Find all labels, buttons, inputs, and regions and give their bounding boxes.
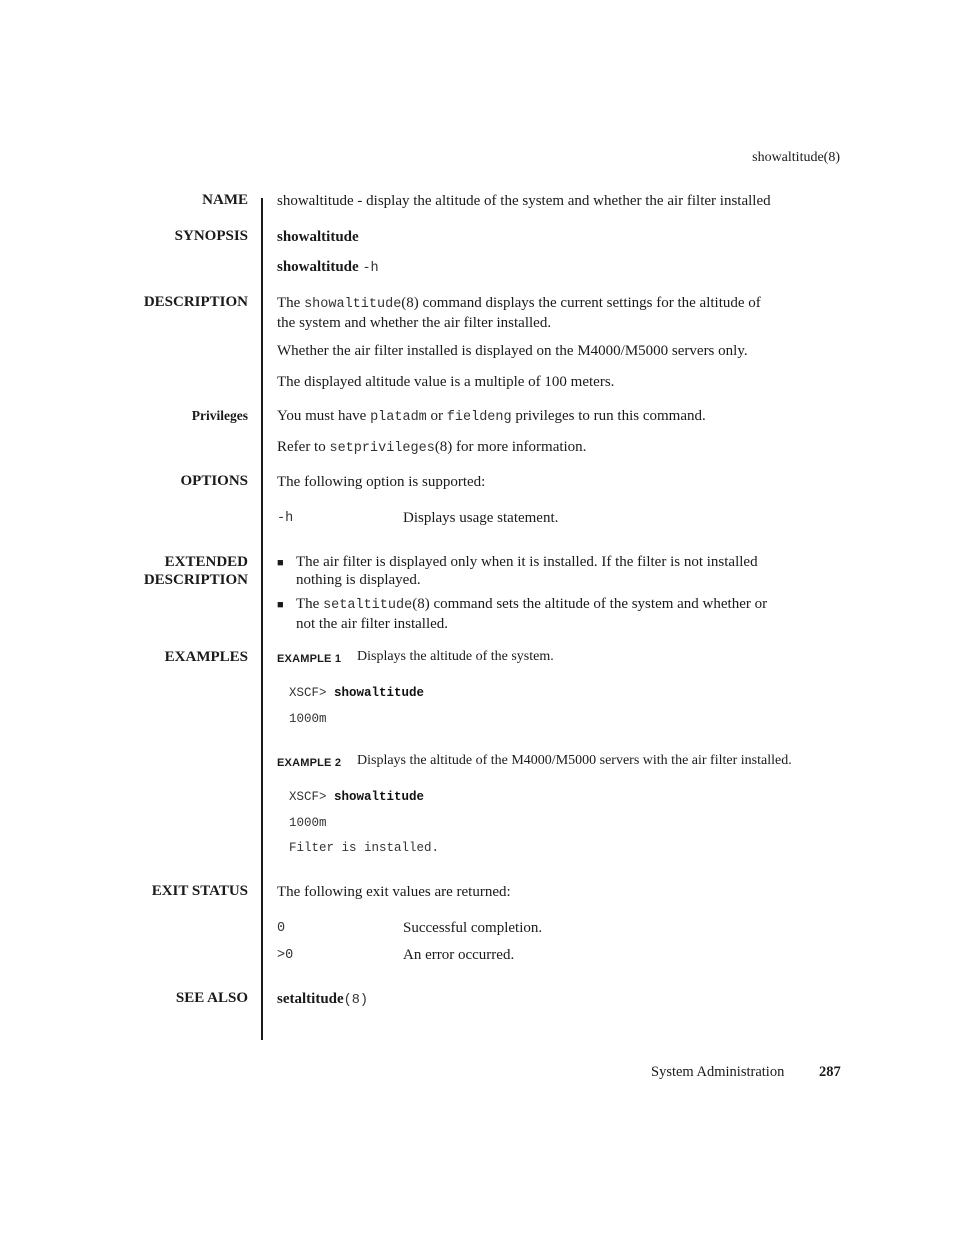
priv-code-platadm: platadm [370, 410, 427, 425]
section-label-privileges: Privileges [191, 408, 248, 423]
footer-book-title: System Administration [651, 1064, 785, 1080]
ext-b2-line2: not the air filter installed. [296, 616, 449, 632]
synopsis-cmd-1: showaltitude [277, 229, 359, 245]
ext-bullet-1 [296, 553, 848, 589]
bullet-icon: ■ [277, 557, 284, 569]
ext-label-line1: EXTENDED [164, 554, 248, 570]
exit-value-gt0-desc: An error occurred. [403, 947, 515, 963]
priv-code-setprivileges: setprivileges [329, 441, 435, 456]
option-flag-h: -h [277, 511, 294, 526]
example-1-title: Displays the altitude of the system. [357, 649, 554, 664]
section-label-synopsis: SYNOPSIS [174, 228, 248, 244]
ext-bullet-2 [296, 595, 848, 633]
priv-p2-pre: Refer to [277, 439, 330, 455]
section-label-name: NAME [202, 192, 248, 208]
bullet-icon: ■ [277, 599, 284, 611]
ext-b2-post: (8) command sets the altitude of the system and whether or [412, 596, 768, 612]
section-label-examples: EXAMPLES [164, 649, 248, 665]
section-divider-rule [261, 198, 263, 1040]
ex2-prompt: XSCF> [289, 790, 327, 804]
synopsis-cmd-2: showaltitude [277, 259, 359, 275]
see-also-ref-name: setaltitude [277, 991, 344, 1007]
synopsis-option: -h [362, 261, 379, 276]
options-intro: The following option is supported: [277, 474, 486, 490]
example-2-command-line [289, 790, 424, 804]
ex2-command: showaltitude [334, 790, 425, 804]
ex1-command: showaltitude [334, 686, 425, 700]
priv-p1-pre: You must have [277, 408, 371, 424]
example-2-output-1: 1000m [289, 816, 327, 830]
exit-status-intro: The following exit values are returned: [277, 884, 511, 900]
priv-p2-post: (8) for more information. [434, 439, 587, 455]
ext-b2-code: setaltitude [323, 598, 413, 613]
desc-p1-code: showaltitude [304, 297, 402, 312]
footer-page-number: 287 [819, 1064, 841, 1080]
ex1-prompt: XSCF> [289, 686, 327, 700]
exit-value-0-desc: Successful completion. [403, 920, 543, 936]
description-p3: The displayed altitude value is a multiple of 100 meters. [277, 374, 615, 390]
section-label-options: OPTIONS [180, 473, 248, 489]
example-1-command-line [289, 686, 424, 700]
desc-p1-line2: the system and whether the air filter installed. [277, 315, 552, 331]
priv-p1-post: privileges to run this command. [511, 408, 706, 424]
section-label-extended-description [144, 553, 248, 589]
ext-b1-line1: The air filter is displayed only when it is installed. If the filter is not installed [296, 554, 758, 570]
section-label-see-also: SEE ALSO [175, 990, 248, 1006]
example-2-output-2: Filter is installed. [289, 841, 440, 855]
example-1-output: 1000m [289, 712, 327, 726]
ext-label-line2: DESCRIPTION [143, 572, 248, 588]
example-1-label: EXAMPLE 1 [277, 653, 342, 665]
see-also-ref-section: (8) [343, 993, 368, 1008]
description-p1 [277, 294, 847, 332]
privileges-p1 [277, 407, 847, 427]
exit-value-gt0: >0 [277, 948, 294, 963]
priv-p1-mid: or [426, 408, 447, 424]
desc-p1-pre: The [277, 295, 305, 311]
ext-b2-pre: The [296, 596, 324, 612]
see-also-ref [277, 990, 847, 1010]
example-2-label: EXAMPLE 2 [277, 757, 342, 769]
exit-value-0: 0 [277, 921, 286, 936]
ext-b1-line2: nothing is displayed. [296, 572, 421, 588]
desc-p1-post: (8) command displays the current settings for the altitude of [401, 295, 761, 311]
option-flag-h-desc: Displays usage statement. [403, 510, 559, 526]
name-text: showaltitude - display the altitude of the system and whether the air filter installed [277, 193, 771, 209]
section-label-description: DESCRIPTION [143, 294, 248, 310]
page-header-ref: showaltitude(8) [752, 150, 840, 165]
section-label-exit-status: EXIT STATUS [151, 883, 248, 899]
synopsis-line-2 [277, 258, 847, 278]
priv-code-fieldeng: fieldeng [446, 410, 512, 425]
privileges-p2 [277, 438, 847, 458]
description-p2: Whether the air filter installed is displayed on the M4000/M5000 servers only. [277, 343, 748, 359]
example-2-title: Displays the altitude of the M4000/M5000 servers with the air filter installed. [357, 753, 792, 768]
